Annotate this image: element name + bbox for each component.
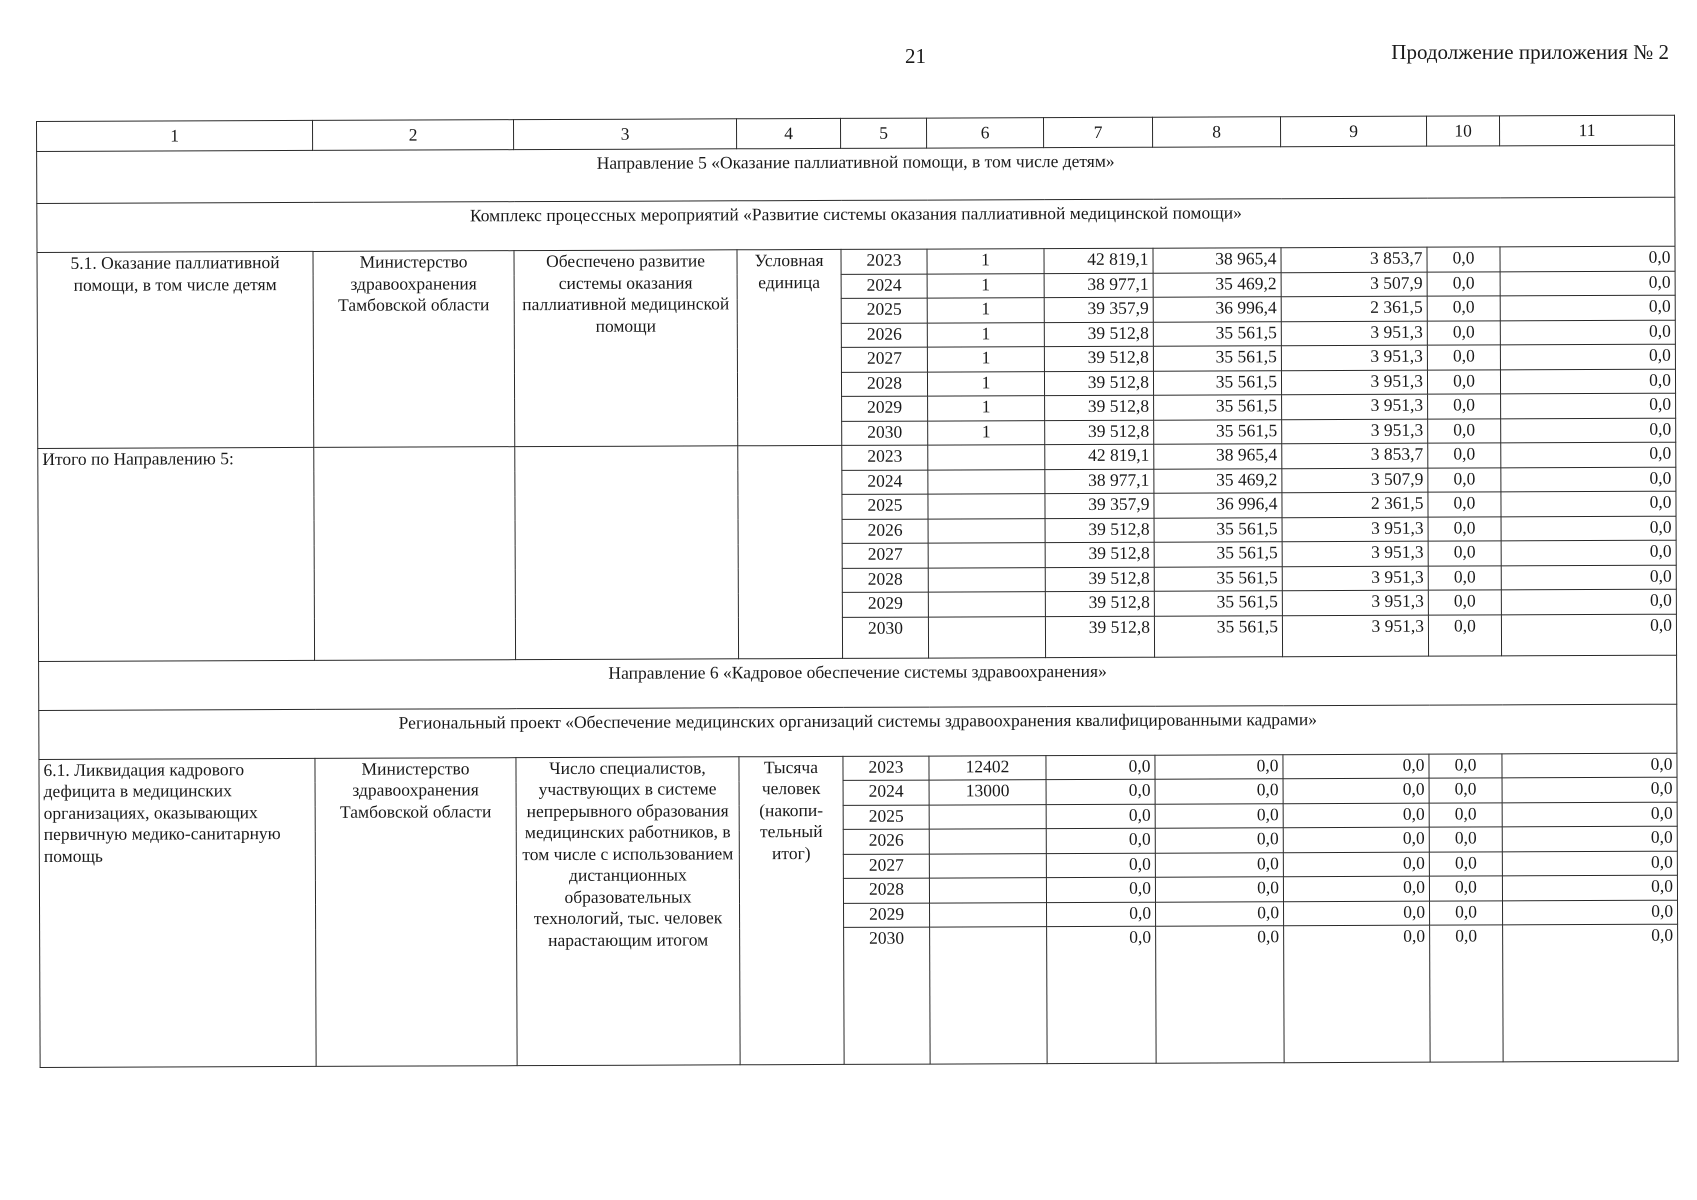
indicator-value-cell [928, 567, 1045, 592]
empty-cell [515, 446, 739, 659]
federal-funding-cell: 36 996,4 [1153, 297, 1281, 322]
regional-funding-cell: 0,0 [1283, 876, 1429, 901]
municipal-funding-cell: 0,0 [1428, 443, 1501, 468]
program-table-sheet [36, 115, 1678, 1068]
federal-funding-cell: 35 561,5 [1154, 615, 1282, 656]
indicator-value-cell: 1 [928, 396, 1045, 421]
municipal-funding-cell: 0,0 [1428, 418, 1501, 443]
unit-of-measure: Условная единица [737, 249, 842, 445]
municipal-funding-cell: 0,0 [1428, 541, 1501, 566]
regional-funding-cell: 0,0 [1283, 803, 1429, 828]
federal-funding-cell: 0,0 [1155, 803, 1283, 828]
federal-funding-cell: 35 561,5 [1153, 346, 1281, 371]
regional-funding-cell: 0,0 [1284, 925, 1431, 1063]
year-cell: 2024 [842, 470, 928, 495]
other-funding-cell: 0,0 [1501, 540, 1676, 565]
federal-funding-cell: 35 561,5 [1154, 566, 1282, 591]
total-funding-cell: 38 977,1 [1045, 469, 1154, 494]
other-funding-cell: 0,0 [1501, 418, 1676, 443]
regional-funding-cell: 3 853,7 [1281, 247, 1427, 272]
column-number-header: 8 [1152, 117, 1280, 147]
year-cell: 2026 [841, 323, 927, 348]
municipal-funding-cell: 0,0 [1427, 320, 1500, 345]
other-funding-cell: 0,0 [1501, 614, 1676, 656]
federal-funding-cell: 35 561,5 [1154, 419, 1282, 444]
indicator-value-cell: 1 [927, 273, 1044, 298]
total-funding-cell: 39 512,8 [1045, 542, 1154, 567]
responsible-ministry: Министерство здравоохранения Тамбовской области [313, 251, 515, 448]
other-funding-cell: 0,0 [1501, 516, 1676, 541]
other-funding-cell: 0,0 [1503, 924, 1679, 1062]
federal-funding-cell: 35 561,5 [1154, 542, 1282, 567]
regional-funding-cell: 3 951,3 [1282, 517, 1428, 542]
municipal-funding-cell: 0,0 [1428, 565, 1501, 590]
other-funding-cell: 0,0 [1502, 826, 1677, 851]
regional-funding-cell: 3 951,3 [1281, 321, 1427, 346]
other-funding-cell: 0,0 [1500, 295, 1675, 320]
column-number-header: 4 [736, 118, 840, 148]
total-funding-cell: 39 512,8 [1044, 322, 1153, 347]
municipal-funding-cell: 0,0 [1428, 516, 1501, 541]
federal-funding-cell: 35 561,5 [1154, 517, 1282, 542]
indicator-value-cell: 1 [927, 298, 1044, 323]
federal-funding-cell: 35 561,5 [1154, 591, 1282, 616]
federal-funding-cell: 0,0 [1155, 754, 1283, 779]
column-number-header: 1 [37, 120, 313, 151]
regional-project-title-row [39, 704, 1677, 759]
measure-name: 6.1. Ликвидация кадрового дефицита в медицинских организациях, оказывающих первичную медико-санитарную помощь [39, 758, 316, 1068]
total-label: Итого по Направлению 5: [38, 447, 315, 661]
municipal-funding-cell: 0,0 [1429, 876, 1502, 901]
total-funding-cell: 0,0 [1046, 853, 1155, 878]
year-cell: 2027 [841, 347, 927, 372]
other-funding-cell: 0,0 [1500, 344, 1675, 369]
total-funding-cell: 39 512,8 [1045, 616, 1154, 657]
other-funding-cell: 0,0 [1501, 442, 1676, 467]
federal-funding-cell: 0,0 [1155, 877, 1283, 902]
indicator-value-cell: 1 [927, 322, 1044, 347]
unit-of-measure: Тысяча человек (накопи-тельный итог) [739, 756, 844, 1065]
regional-funding-cell: 3 951,3 [1282, 590, 1428, 615]
responsible-ministry: Министерство здравоохранения Тамбовской области [315, 757, 517, 1066]
regional-funding-cell: 3 951,3 [1282, 419, 1428, 444]
regional-funding-cell: 2 361,5 [1281, 296, 1427, 321]
other-funding-cell: 0,0 [1502, 851, 1677, 876]
total-funding-cell: 0,0 [1047, 926, 1157, 1063]
total-funding-cell: 42 819,1 [1044, 248, 1153, 273]
year-cell: 2025 [842, 494, 928, 519]
total-funding-cell: 0,0 [1046, 779, 1155, 804]
regional-funding-cell: 0,0 [1283, 754, 1429, 779]
other-funding-cell: 0,0 [1500, 246, 1675, 271]
indicator-value-cell: 1 [928, 420, 1045, 445]
column-number-header: 11 [1499, 115, 1674, 146]
federal-funding-cell: 35 561,5 [1154, 395, 1282, 420]
federal-funding-cell: 0,0 [1155, 828, 1283, 853]
other-funding-cell: 0,0 [1500, 320, 1675, 345]
other-funding-cell: 0,0 [1500, 271, 1675, 296]
total-funding-cell: 39 512,8 [1045, 567, 1154, 592]
regional-funding-cell: 3 951,3 [1282, 615, 1428, 657]
municipal-funding-cell: 0,0 [1427, 345, 1500, 370]
indicator-value-cell [929, 878, 1046, 903]
year-cell: 2023 [841, 249, 927, 274]
indicator-value-cell [930, 902, 1047, 927]
indicator-value-cell [928, 592, 1045, 617]
total-funding-cell: 39 512,8 [1045, 395, 1154, 420]
column-number-header: 7 [1043, 117, 1152, 147]
column-number-header: 3 [513, 119, 736, 150]
municipal-funding-cell: 0,0 [1429, 827, 1502, 852]
other-funding-cell: 0,0 [1502, 802, 1677, 827]
total-funding-cell: 39 512,8 [1045, 518, 1154, 543]
federal-funding-cell: 35 561,5 [1153, 370, 1281, 395]
direction-5-title-row [37, 145, 1675, 203]
total-funding-cell: 0,0 [1046, 877, 1155, 902]
year-cell: 2023 [842, 445, 928, 470]
indicator-value-cell: 1 [927, 347, 1044, 372]
total-funding-cell: 42 819,1 [1045, 444, 1154, 469]
complex-title: Комплекс процессных мероприятий «Развитие системы оказания паллиативной медицинской помощи» [37, 197, 1675, 252]
federal-funding-cell: 35 469,2 [1154, 468, 1282, 493]
federal-funding-cell: 35 561,5 [1153, 321, 1281, 346]
other-funding-cell: 0,0 [1502, 777, 1677, 802]
federal-funding-cell: 38 965,4 [1154, 444, 1282, 469]
total-funding-cell: 39 512,8 [1045, 420, 1154, 445]
other-funding-cell: 0,0 [1501, 393, 1676, 418]
regional-funding-cell: 3 951,3 [1281, 345, 1427, 370]
measure-result: Обеспечено развитие системы оказания паллиативной медицинской помощи [514, 250, 738, 447]
regional-funding-cell: 3 951,3 [1281, 370, 1427, 395]
total-funding-cell: 39 357,9 [1044, 297, 1153, 322]
municipal-funding-cell: 0,0 [1427, 369, 1500, 394]
total-funding-cell: 39 512,8 [1044, 346, 1153, 371]
other-funding-cell: 0,0 [1500, 369, 1675, 394]
year-cell: 2025 [841, 298, 927, 323]
municipal-funding-cell: 0,0 [1429, 753, 1502, 778]
federal-funding-cell: 0,0 [1156, 926, 1285, 1063]
regional-project-title: Региональный проект «Обеспечение медицинских организаций системы здравоохранения квалифицированными кадрами» [39, 704, 1677, 759]
column-number-header: 9 [1280, 116, 1426, 147]
column-number-header: 6 [926, 118, 1043, 148]
indicator-value-cell [929, 853, 1046, 878]
other-funding-cell: 0,0 [1503, 900, 1678, 925]
year-cell: 2028 [843, 878, 929, 903]
indicator-value-cell [929, 804, 1046, 829]
municipal-funding-cell: 0,0 [1427, 296, 1500, 321]
municipal-funding-cell: 0,0 [1428, 614, 1501, 655]
total-funding-cell: 0,0 [1046, 804, 1155, 829]
column-number-header: 10 [1426, 116, 1499, 146]
regional-funding-cell: 0,0 [1283, 778, 1429, 803]
municipal-funding-cell: 0,0 [1428, 467, 1501, 492]
federal-funding-cell: 38 965,4 [1153, 248, 1281, 273]
municipal-funding-cell: 0,0 [1430, 900, 1503, 925]
total-funding-cell: 0,0 [1046, 755, 1155, 780]
indicator-value-cell [929, 829, 1046, 854]
municipal-funding-cell: 0,0 [1428, 394, 1501, 419]
total-funding-cell: 39 512,8 [1045, 591, 1154, 616]
indicator-value-cell [928, 445, 1045, 470]
indicator-value-cell [928, 494, 1045, 519]
other-funding-cell: 0,0 [1501, 467, 1676, 492]
measure-result: Число специалистов, участвующих в системе непрерывного образования медицинских работников, в том числе с использованием дистанционных образовательных технологий, тыс. человек нарастающим итогом [516, 756, 740, 1065]
municipal-funding-cell: 0,0 [1427, 247, 1500, 272]
year-cell: 2027 [842, 543, 928, 568]
indicator-value-cell [928, 469, 1045, 494]
year-cell: 2027 [843, 854, 929, 879]
year-cell: 2029 [844, 903, 930, 928]
other-funding-cell: 0,0 [1501, 565, 1676, 590]
indicator-value-cell [930, 927, 1048, 1064]
indicator-value-cell: 12402 [929, 755, 1046, 780]
other-funding-cell: 0,0 [1501, 589, 1676, 614]
regional-funding-cell: 0,0 [1284, 901, 1430, 926]
federal-funding-cell: 0,0 [1155, 779, 1283, 804]
municipal-funding-cell: 0,0 [1428, 590, 1501, 615]
regional-funding-cell: 3 951,3 [1282, 541, 1428, 566]
year-cell: 2030 [844, 927, 931, 1064]
regional-funding-cell: 3 507,9 [1281, 272, 1427, 297]
year-cell: 2029 [842, 396, 928, 421]
program-table [36, 115, 1679, 1068]
federal-funding-cell: 0,0 [1155, 852, 1283, 877]
other-funding-cell: 0,0 [1502, 875, 1677, 900]
year-cell: 2030 [842, 421, 928, 446]
empty-cell [738, 445, 843, 658]
federal-funding-cell: 35 469,2 [1153, 272, 1281, 297]
regional-funding-cell: 2 361,5 [1282, 492, 1428, 517]
year-cell: 2024 [841, 274, 927, 299]
year-cell: 2024 [843, 780, 929, 805]
municipal-funding-cell: 0,0 [1428, 492, 1501, 517]
year-cell: 2025 [843, 805, 929, 830]
total-funding-cell: 39 357,9 [1045, 493, 1154, 518]
indicator-value-cell: 1 [927, 371, 1044, 396]
municipal-funding-cell: 0,0 [1430, 925, 1504, 1062]
complex-title-row [37, 197, 1675, 252]
year-cell: 2028 [842, 568, 928, 593]
total-funding-cell: 0,0 [1046, 828, 1155, 853]
year-cell: 2029 [842, 592, 928, 617]
regional-funding-cell: 3 951,3 [1282, 394, 1428, 419]
page-number: 21 [905, 44, 926, 68]
direction-6-title-row [39, 655, 1677, 710]
regional-funding-cell: 3 853,7 [1282, 443, 1428, 468]
total-funding-cell: 39 512,8 [1044, 371, 1153, 396]
year-cell: 2030 [842, 617, 928, 658]
regional-funding-cell: 3 507,9 [1282, 468, 1428, 493]
year-cell: 2026 [842, 519, 928, 544]
indicator-value-cell: 13000 [929, 780, 1046, 805]
column-number-header: 5 [840, 118, 926, 148]
year-cell: 2028 [841, 372, 927, 397]
regional-funding-cell: 0,0 [1283, 852, 1429, 877]
empty-cell [314, 447, 516, 660]
municipal-funding-cell: 0,0 [1429, 802, 1502, 827]
appendix-note: Продолжение приложения № 2 [1391, 40, 1669, 64]
municipal-funding-cell: 0,0 [1429, 778, 1502, 803]
other-funding-cell: 0,0 [1502, 753, 1677, 778]
federal-funding-cell: 36 996,4 [1154, 493, 1282, 518]
federal-funding-cell: 0,0 [1156, 901, 1284, 926]
regional-funding-cell: 3 951,3 [1282, 566, 1428, 591]
indicator-value-cell [928, 518, 1045, 543]
column-number-header: 2 [312, 120, 513, 151]
total-funding-cell: 38 977,1 [1044, 273, 1153, 298]
indicator-value-cell: 1 [927, 249, 1044, 274]
municipal-funding-cell: 0,0 [1427, 271, 1500, 296]
other-funding-cell: 0,0 [1501, 491, 1676, 516]
year-cell: 2023 [843, 756, 929, 781]
indicator-value-cell [928, 616, 1045, 657]
measure-name: 5.1. Оказание паллиативной помощи, в том числе детям [37, 251, 314, 448]
total-funding-cell: 0,0 [1047, 902, 1156, 927]
direction-5-title: Направление 5 «Оказание паллиативной помощи, в том числе детям» [37, 145, 1675, 203]
direction-6-title: Направление 6 «Кадровое обеспечение системы здравоохранения» [39, 655, 1677, 710]
year-cell: 2026 [843, 829, 929, 854]
regional-funding-cell: 0,0 [1283, 827, 1429, 852]
municipal-funding-cell: 0,0 [1429, 851, 1502, 876]
indicator-value-cell [928, 543, 1045, 568]
